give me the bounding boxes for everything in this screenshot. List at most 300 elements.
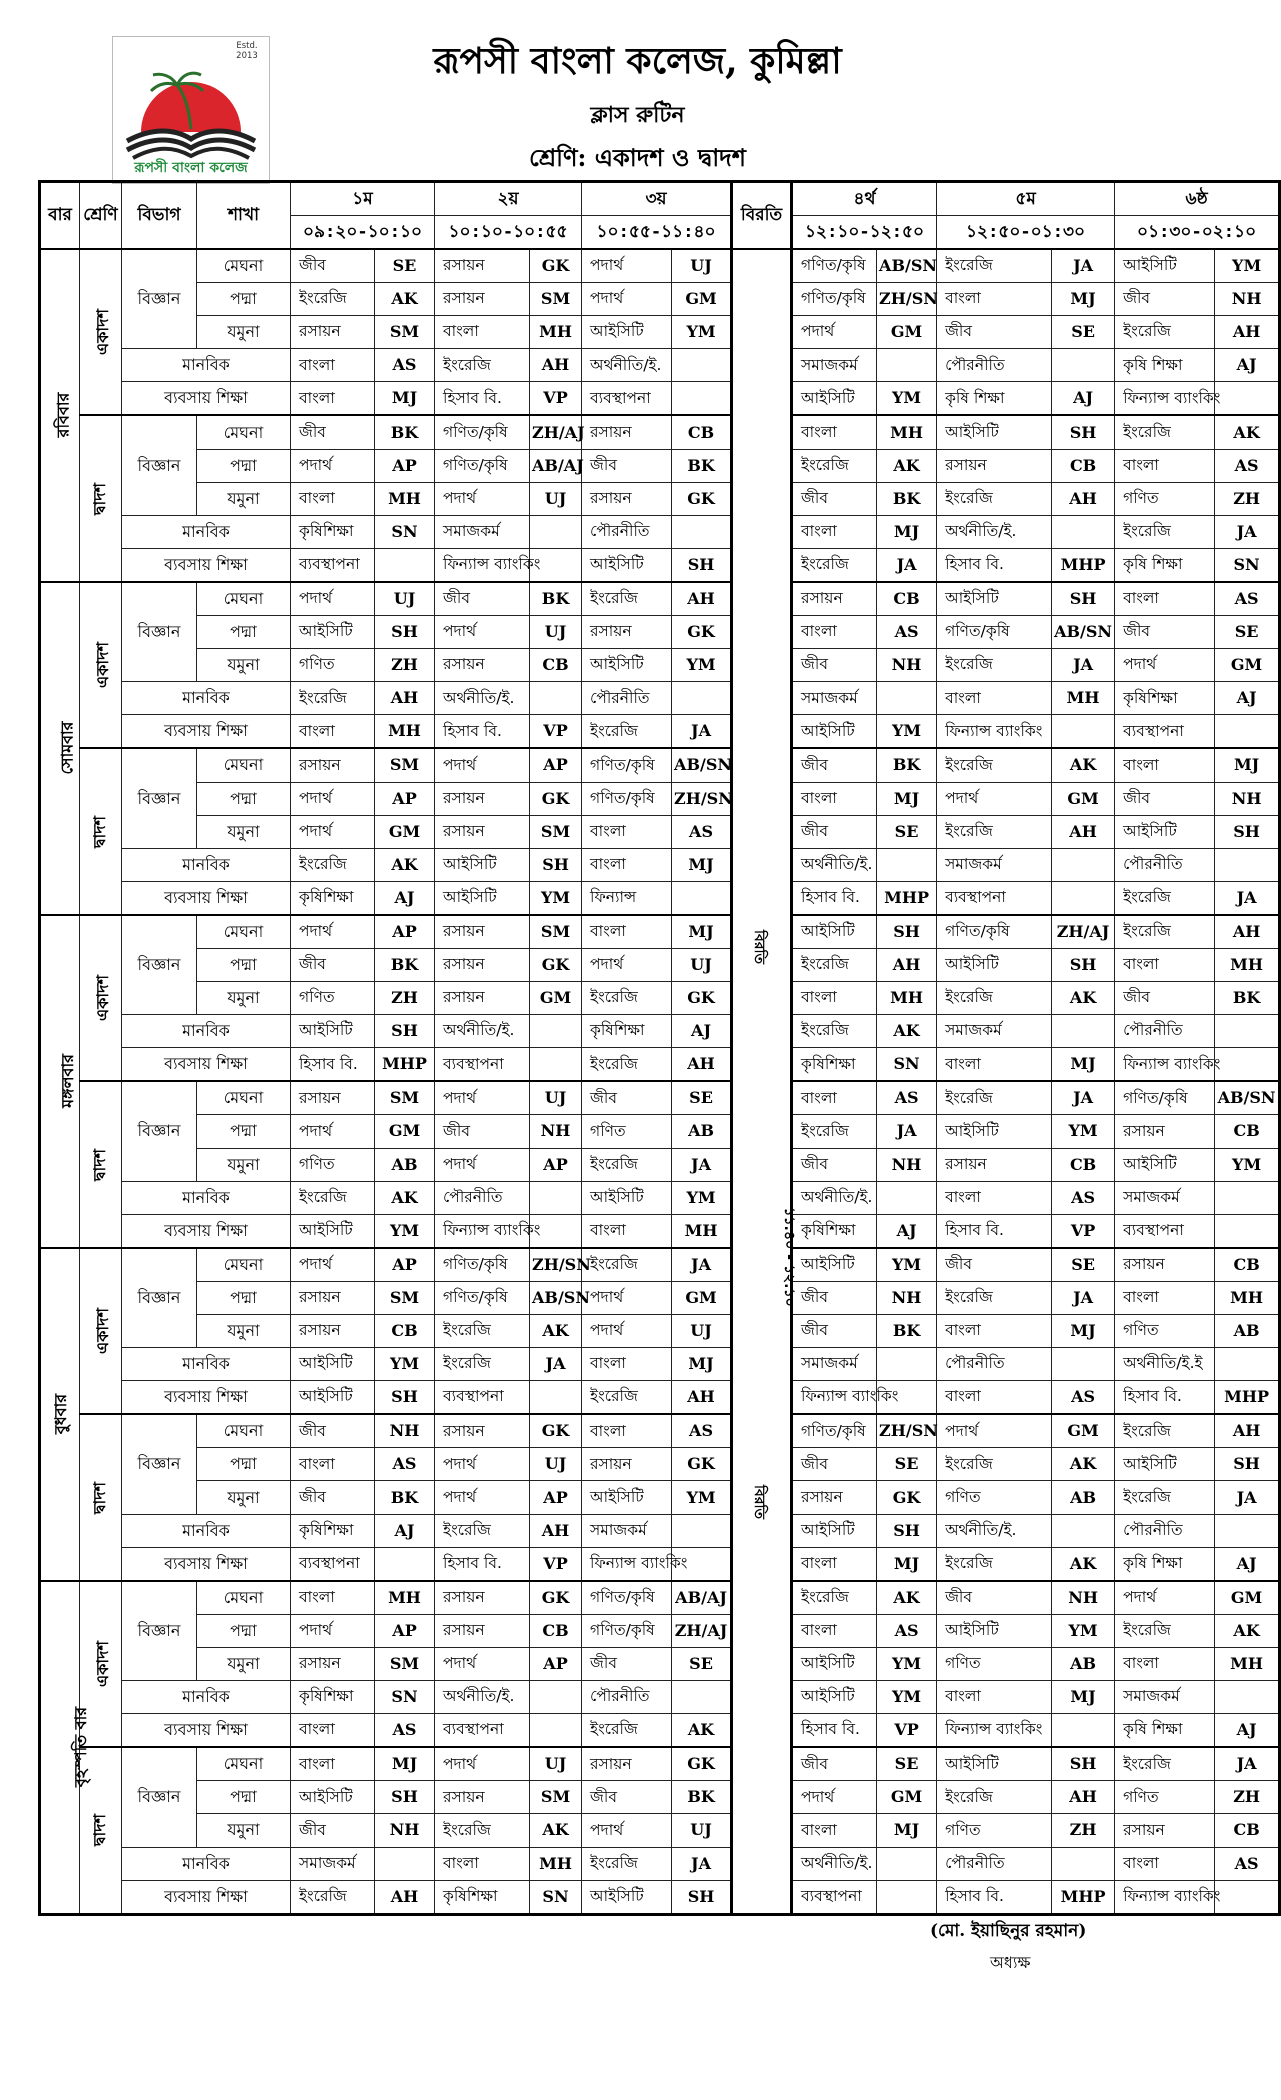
day-label-text: মঙ্গলবার (57, 1054, 77, 1109)
subject-name: আইসিটি (792, 715, 877, 749)
routine-row (40, 1281, 1280, 1314)
teacher-code: SE (877, 1747, 937, 1781)
teacher-code: JA (1052, 1281, 1115, 1314)
teacher-code (530, 1015, 582, 1048)
class-label (80, 249, 122, 415)
subject-name: ইংরেজি (937, 1781, 1052, 1814)
subject-name: কৃষিশিক্ষা (291, 1514, 375, 1547)
subject-name: আইসিটি (1115, 815, 1215, 848)
teacher-code: MJ (1052, 1681, 1115, 1714)
class-label (80, 915, 122, 1081)
teacher-code: SH (1052, 415, 1115, 449)
subject-name: কৃষি শিক্ষা (937, 382, 1052, 416)
subject-name: গণিত/কৃষি (792, 249, 877, 283)
teacher-code: AH (1215, 1414, 1280, 1448)
subject-name: জীব (435, 582, 530, 616)
teacher-code: SH (375, 616, 435, 649)
teacher-code: AB/SN (672, 748, 732, 782)
subject-name: জীব (792, 482, 877, 515)
subject-name: আইসিটি (582, 316, 672, 349)
subject-name: আইসিটি (291, 1214, 375, 1248)
subject-name: অর্থনীতি/ই. (435, 682, 530, 715)
subject-name: ব্যবস্থাপনা (1115, 1214, 1215, 1248)
routine-row (40, 582, 1280, 616)
teacher-code: JA (1215, 515, 1280, 548)
subject-name: পদার্থ (937, 782, 1052, 815)
dept-label: মানবিক (122, 349, 291, 382)
teacher-code: JA (1215, 1747, 1280, 1781)
subject-name: রসায়ন (435, 1414, 530, 1448)
teacher-code: SH (375, 1781, 435, 1814)
subject-name: জীব (582, 1647, 672, 1680)
teacher-code: AH (877, 948, 937, 981)
teacher-code: YM (375, 1214, 435, 1248)
break-time-text: ১১:৪০ - ১২:১০ (780, 1207, 797, 1307)
branch-label: পদ্মা (197, 1614, 291, 1647)
subject-name: জীব (582, 449, 672, 482)
subject-name: আইসিটি (291, 1348, 375, 1381)
subject-name: ইংরেজি (1115, 1481, 1215, 1514)
teacher-code: SE (672, 1647, 732, 1680)
teacher-code: UJ (530, 482, 582, 515)
class-label (80, 748, 122, 914)
routine-row (40, 1348, 1280, 1381)
teacher-code: MH (530, 316, 582, 349)
class-label-text: দ্বাদশ (90, 1481, 110, 1514)
subject-name: পৌরনীতি (582, 515, 672, 548)
dept-label: বিজ্ঞান (122, 1581, 197, 1681)
subject-name: অর্থনীতি/ই. (435, 1681, 530, 1714)
subject-name: রসায়ন (435, 915, 530, 949)
teacher-code: AS (877, 1614, 937, 1647)
subject-name: পদার্থ (792, 1781, 877, 1814)
branch-label: মেঘনা (197, 915, 291, 949)
subject-name: জীব (792, 1148, 877, 1181)
routine-row (40, 548, 1280, 582)
subject-name: পৌরনীতি (937, 349, 1052, 382)
break-time (739, 1207, 797, 1307)
teacher-code: SE (1215, 616, 1280, 649)
teacher-code: AH (672, 1048, 732, 1082)
subject-name: আইসিটি (435, 881, 530, 915)
teacher-code (1052, 1015, 1115, 1048)
teacher-code: MH (1052, 682, 1115, 715)
teacher-code: AH (1052, 1781, 1115, 1814)
teacher-code: AB (375, 1148, 435, 1181)
teacher-code: SM (375, 1281, 435, 1314)
teacher-code (672, 1514, 732, 1547)
subject-name: বাংলা (1115, 1647, 1215, 1680)
teacher-code (1215, 382, 1280, 416)
teacher-code: SH (672, 548, 732, 582)
subject-name: রসায়ন (937, 449, 1052, 482)
subject-name: ইংরেজি (1115, 915, 1215, 949)
subject-name: সমাজকর্ম (792, 349, 877, 382)
teacher-code: AH (375, 1880, 435, 1914)
teacher-code: AJ (672, 1015, 732, 1048)
subject-name: ইংরেজি (291, 848, 375, 881)
teacher-code: AP (530, 1647, 582, 1680)
subject-name: ইংরেজি (582, 582, 672, 616)
period-time: ০৯:২০-১০:১০ (291, 216, 435, 250)
teacher-code: BK (672, 449, 732, 482)
teacher-code: ZH (375, 649, 435, 682)
branch-label: পদ্মা (197, 1781, 291, 1814)
subject-name: পদার্থ (435, 1148, 530, 1181)
teacher-code: MJ (877, 782, 937, 815)
subject-name: গণিত/কৃষি (792, 283, 877, 316)
subject-name: ফিন্যান্স ব্যাংকিং (582, 1547, 672, 1581)
routine-row (40, 1880, 1280, 1914)
teacher-code: UJ (530, 616, 582, 649)
subject-name: বাংলা (937, 1315, 1052, 1348)
subject-name: ইংরেজি (937, 249, 1052, 283)
subject-name: রসায়ন (582, 1448, 672, 1481)
teacher-code: SN (375, 1681, 435, 1714)
dept-label: মানবিক (122, 1681, 291, 1714)
teacher-code (375, 1547, 435, 1581)
subject-name: বাংলা (291, 1448, 375, 1481)
routine-row (40, 1181, 1280, 1214)
teacher-code: CB (530, 1614, 582, 1647)
subject-name: রসায়ন (291, 1081, 375, 1115)
teacher-code (530, 1048, 582, 1082)
teacher-code: BK (877, 482, 937, 515)
subject-name: ইংরেজি (937, 482, 1052, 515)
subject-name: রসায়ন (435, 1614, 530, 1647)
subject-name: হিসাব বি. (435, 1547, 530, 1581)
teacher-code: AJ (877, 1214, 937, 1248)
subject-name: পদার্থ (582, 948, 672, 981)
subject-name: আইসিটি (291, 1781, 375, 1814)
subject-name: বাংলা (792, 415, 877, 449)
subject-name: আইসিটি (792, 1647, 877, 1680)
subject-name: আইসিটি (792, 915, 877, 949)
subject-name: জীব (1115, 782, 1215, 815)
teacher-code (877, 848, 937, 881)
subject-name: বাংলা (792, 782, 877, 815)
teacher-code (877, 1181, 937, 1214)
teacher-code: AH (375, 682, 435, 715)
routine-row (40, 1647, 1280, 1680)
subject-name: রসায়ন (291, 316, 375, 349)
teacher-code: ZH (375, 982, 435, 1015)
teacher-code: GK (672, 982, 732, 1015)
subject-name: ইংরেজি (1115, 415, 1215, 449)
routine-row (40, 649, 1280, 682)
branch-label: যমুনা (197, 982, 291, 1015)
period-name: ৬ষ্ঠ (1115, 182, 1280, 216)
subject-name: গণিত (1115, 482, 1215, 515)
subject-name: ইংরেজি (792, 548, 877, 582)
teacher-code: AK (1215, 415, 1280, 449)
teacher-code (1052, 1348, 1115, 1381)
teacher-code: VP (530, 382, 582, 416)
teacher-code: CB (1052, 1148, 1115, 1181)
class-label-text: একাদশ (92, 1641, 112, 1687)
branch-label: মেঘনা (197, 582, 291, 616)
teacher-code: MJ (375, 1747, 435, 1781)
dept-label: ব্যবসায় শিক্ষা (122, 1214, 291, 1248)
teacher-code: CB (375, 1315, 435, 1348)
teacher-code (530, 515, 582, 548)
subject-name: জীব (1115, 982, 1215, 1015)
subject-name: বাংলা (291, 1747, 375, 1781)
teacher-code: MH (1215, 1281, 1280, 1314)
teacher-code: NH (1215, 283, 1280, 316)
branch-label: পদ্মা (197, 1115, 291, 1148)
branch-label: যমুনা (197, 482, 291, 515)
routine-row (40, 415, 1280, 449)
subject-name: সমাজকর্ম (1115, 1181, 1215, 1214)
routine-row (40, 848, 1280, 881)
branch-label: পদ্মা (197, 449, 291, 482)
teacher-code: MH (375, 715, 435, 749)
subject-name: রসায়ন (291, 1647, 375, 1680)
teacher-code: AK (1052, 1547, 1115, 1581)
teacher-code: MJ (672, 915, 732, 949)
routine-row (40, 1581, 1280, 1615)
subject-name: সমাজকর্ম (792, 682, 877, 715)
teacher-code: CB (1215, 1115, 1280, 1148)
subject-name: ইংরেজি (1115, 881, 1215, 915)
teacher-code: AS (1215, 449, 1280, 482)
teacher-code: AB/SN (1215, 1081, 1280, 1115)
subject-name: পদার্থ (291, 915, 375, 949)
teacher-code: SM (375, 1647, 435, 1680)
subject-name: ইংরেজি (582, 1048, 672, 1082)
teacher-code: AK (877, 1015, 937, 1048)
teacher-code: BK (877, 1315, 937, 1348)
subject-name: পদার্থ (435, 1747, 530, 1781)
subject-name: গণিত (291, 649, 375, 682)
teacher-code: UJ (672, 249, 732, 283)
subject-name: আইসিটি (291, 616, 375, 649)
period-name: ১ম (291, 182, 435, 216)
teacher-code: NH (530, 1115, 582, 1148)
teacher-code: NH (1215, 782, 1280, 815)
subject-name: গণিত/কৃষি (937, 616, 1052, 649)
subject-name: জীব (937, 1581, 1052, 1615)
teacher-code (877, 1847, 937, 1880)
subject-name: অর্থনীতি/ই. (582, 349, 672, 382)
teacher-code: MJ (1052, 1315, 1115, 1348)
subject-name: আইসিটি (582, 1181, 672, 1214)
logo-estd: Estd. 2013 (236, 41, 258, 61)
teacher-code: JA (1215, 881, 1280, 915)
branch-label: মেঘনা (197, 1414, 291, 1448)
teacher-code: AB/SN (530, 1281, 582, 1314)
subject-name: বাংলা (435, 1847, 530, 1880)
teacher-code: GM (1052, 782, 1115, 815)
routine-row (40, 382, 1280, 416)
subject-name: ইংরেজি (582, 1714, 672, 1748)
teacher-code: MH (672, 1214, 732, 1248)
subject-name: হিসাব বি. (937, 1880, 1052, 1914)
subject-name: বাংলা (937, 1681, 1052, 1714)
teacher-code: MJ (877, 515, 937, 548)
subject-name: পদার্থ (291, 1115, 375, 1148)
subject-name: গণিত/কৃষি (435, 449, 530, 482)
teacher-code: NH (877, 1281, 937, 1314)
branch-label: মেঘনা (197, 415, 291, 449)
teacher-code (1052, 848, 1115, 881)
college-name: রূপসী বাংলা কলেজ, কুমিল্লা (433, 40, 842, 82)
subject-name: জীব (291, 1414, 375, 1448)
teacher-code (1052, 1514, 1115, 1547)
subject-name: অর্থনীতি/ই. (792, 848, 877, 881)
teacher-code: VP (1052, 1214, 1115, 1248)
subject-name: বাংলা (291, 1581, 375, 1615)
teacher-code (877, 349, 937, 382)
teacher-code: SE (1052, 1248, 1115, 1282)
teacher-code: SM (530, 815, 582, 848)
break-label (739, 929, 779, 965)
subject-name: কৃষি শিক্ষা (1115, 349, 1215, 382)
subject-name: পদার্থ (1115, 649, 1215, 682)
subject-name: আইসিটি (291, 1015, 375, 1048)
subject-name: ইংরেজি (937, 1081, 1052, 1115)
teacher-code: AB/SN (1052, 616, 1115, 649)
subject-name: আইসিটি (582, 649, 672, 682)
routine-row (40, 316, 1280, 349)
subject-name: ফিন্যান্স ব্যাংকিং (792, 1381, 877, 1415)
teacher-code: GM (877, 316, 937, 349)
routine-row (40, 1747, 1280, 1781)
teacher-code (672, 881, 732, 915)
subject-name: ব্যবস্থাপনা (291, 1547, 375, 1581)
subject-name: ফিন্যান্স ব্যাংকিং (435, 1214, 530, 1248)
subject-name: পদার্থ (1115, 1581, 1215, 1615)
teacher-code (530, 1381, 582, 1415)
teacher-code: NH (877, 1148, 937, 1181)
teacher-code (1215, 1048, 1280, 1082)
teacher-code (672, 515, 732, 548)
routine-row (40, 782, 1280, 815)
teacher-code: UJ (672, 1814, 732, 1847)
teacher-code: GK (672, 1747, 732, 1781)
teacher-code: SE (375, 249, 435, 283)
subject-name: ফিন্যান্স ব্যাংকিং (1115, 1880, 1215, 1914)
teacher-code: MHP (1052, 1880, 1115, 1914)
dept-label: মানবিক (122, 1514, 291, 1547)
teacher-code (530, 1681, 582, 1714)
teacher-code: CB (1215, 1248, 1280, 1282)
day-label (40, 582, 80, 915)
teacher-code: YM (672, 649, 732, 682)
teacher-code: GM (672, 283, 732, 316)
subject-name: ইংরেজি (1115, 1414, 1215, 1448)
teacher-code: AJ (1215, 1714, 1280, 1748)
subject-name: বাংলা (792, 982, 877, 1015)
subject-name: ফিন্যান্স (582, 881, 672, 915)
break-column (732, 249, 797, 1914)
teacher-code: GM (375, 1115, 435, 1148)
teacher-code: AJ (1052, 382, 1115, 416)
subject-name: গণিত (937, 1814, 1052, 1847)
subject-name: পদার্থ (582, 1281, 672, 1314)
teacher-code: GM (877, 1781, 937, 1814)
subject-name: বাংলা (291, 382, 375, 416)
subject-name: অর্থনীতি/ই. (792, 1181, 877, 1214)
class-label-text: একাদশ (92, 1308, 112, 1354)
subject-name: জীব (937, 316, 1052, 349)
teacher-code: BK (375, 948, 435, 981)
subject-name: পদার্থ (937, 1414, 1052, 1448)
subject-name: হিসাব বি. (792, 1714, 877, 1748)
subject-name: বাংলা (937, 283, 1052, 316)
teacher-code: UJ (530, 1747, 582, 1781)
subject-name: হিসাব বি. (435, 715, 530, 749)
subject-name: কৃষিশিক্ষা (291, 1681, 375, 1714)
subject-name: জীব (1115, 283, 1215, 316)
subject-name: ব্যবস্থাপনা (435, 1714, 530, 1748)
teacher-code (375, 1847, 435, 1880)
subject-name: পদার্থ (435, 748, 530, 782)
teacher-code: AK (530, 1315, 582, 1348)
teacher-code: SH (877, 915, 937, 949)
subject-name: পদার্থ (291, 782, 375, 815)
subject-name: ইংরেজি (291, 1181, 375, 1214)
teacher-code: CB (530, 649, 582, 682)
subject-name: কৃষিশিক্ষা (792, 1214, 877, 1248)
dept-label: ব্যবসায় শিক্ষা (122, 1048, 291, 1082)
teacher-code: CB (877, 582, 937, 616)
subject-name: পদার্থ (435, 1481, 530, 1514)
subject-name: আইসিটি (291, 1381, 375, 1415)
head-break: বিরতি (732, 182, 792, 250)
teacher-code: JA (530, 1348, 582, 1381)
teacher-code: AK (375, 848, 435, 881)
class-label (80, 1248, 122, 1414)
subject-name: আইসিটি (582, 1481, 672, 1514)
subject-name: আইসিটি (937, 415, 1052, 449)
teacher-code: SH (1215, 815, 1280, 848)
subject-name: সমাজকর্ম (435, 515, 530, 548)
teacher-code (1052, 515, 1115, 548)
day-label-text: সোমবার (57, 721, 77, 775)
subject-name: আইসিটি (937, 1747, 1052, 1781)
subject-name: রসায়ন (582, 482, 672, 515)
dept-label: ব্যবসায় শিক্ষা (122, 382, 291, 416)
subject-name: ইংরেজি (291, 682, 375, 715)
subject-name: বাংলা (582, 915, 672, 949)
subject-name: ইংরেজি (582, 1148, 672, 1181)
teacher-code: ZH/SN (530, 1248, 582, 1282)
branch-label: মেঘনা (197, 249, 291, 283)
head-class: শ্রেণি (80, 182, 122, 250)
subject-name: ইংরেজি (291, 283, 375, 316)
subject-name: ব্যবস্থাপনা (1115, 715, 1215, 749)
subject-name: ইংরেজি (435, 1514, 530, 1547)
subject-name: রসায়ন (435, 948, 530, 981)
subject-name: আইসিটি (1115, 249, 1215, 283)
subject-name: জীব (1115, 616, 1215, 649)
period-time: ০১:৩০-০২:১০ (1115, 216, 1280, 250)
period-name: ২য় (435, 182, 582, 216)
class-label (80, 1081, 122, 1247)
routine-row (40, 682, 1280, 715)
teacher-code: BK (530, 582, 582, 616)
subject-name: সমাজকর্ম (937, 848, 1052, 881)
routine-row (40, 449, 1280, 482)
branch-label: মেঘনা (197, 748, 291, 782)
teacher-code: GK (530, 1414, 582, 1448)
teacher-code: SN (877, 1048, 937, 1082)
subject-name: গণিত/কৃষি (792, 1414, 877, 1448)
teacher-code: UJ (375, 582, 435, 616)
teacher-code: MH (877, 982, 937, 1015)
